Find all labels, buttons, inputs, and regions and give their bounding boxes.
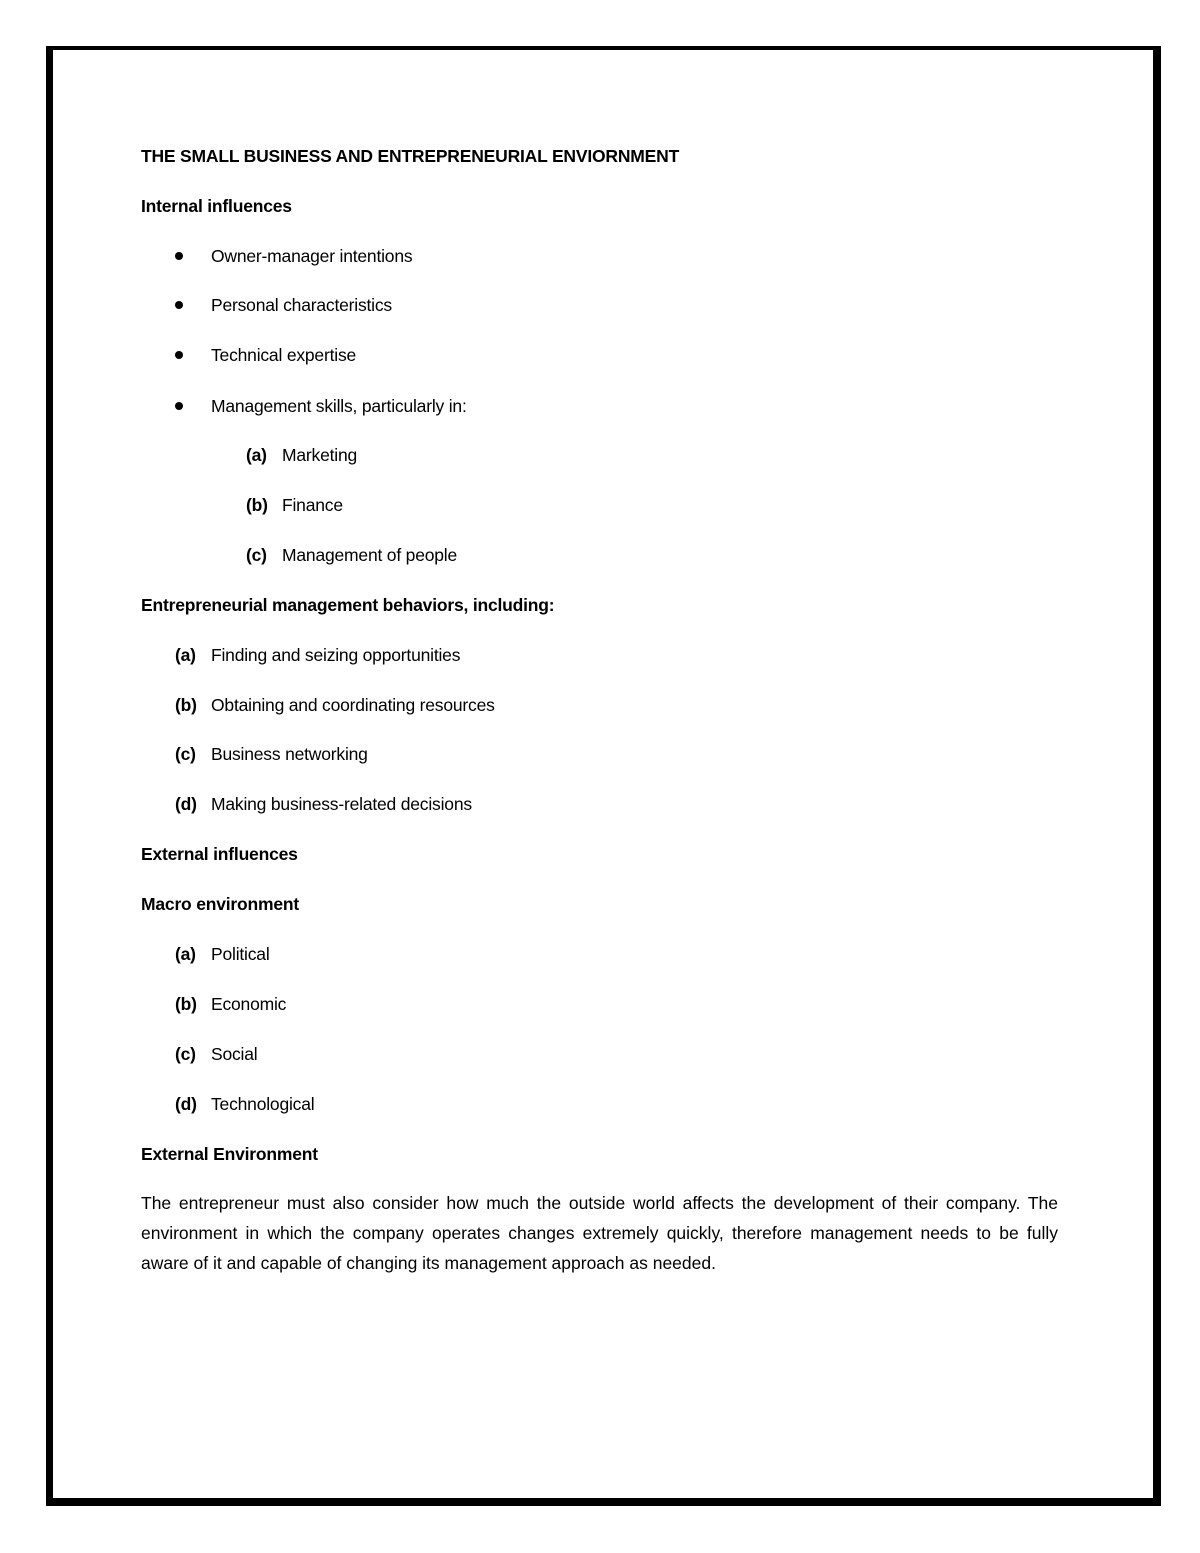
external-environment-heading: External Environment bbox=[141, 1144, 318, 1164]
list-marker: (a) bbox=[246, 445, 267, 465]
list-item: Management skills, particularly in: bbox=[211, 396, 467, 416]
list-item: Finding and seizing opportunities bbox=[211, 645, 461, 665]
list-marker: (d) bbox=[175, 794, 197, 814]
list-item: Business networking bbox=[211, 744, 368, 764]
list-marker: (b) bbox=[175, 695, 197, 715]
list-item: Marketing bbox=[282, 445, 358, 465]
document-title: THE SMALL BUSINESS AND ENTREPRENEURIAL ENVIORNMENT bbox=[141, 146, 680, 166]
list-marker: (a) bbox=[175, 645, 196, 665]
list-item: Obtaining and coordinating resources bbox=[211, 695, 495, 715]
list-marker: (a) bbox=[175, 944, 196, 964]
bullet-icon bbox=[175, 252, 183, 260]
list-marker: (c) bbox=[175, 1044, 196, 1064]
bullet-icon bbox=[175, 402, 183, 410]
list-marker: (b) bbox=[246, 495, 268, 515]
external-influences-heading: External influences bbox=[141, 844, 298, 864]
macro-environment-heading: Macro environment bbox=[141, 894, 300, 914]
entrepreneurial-behaviors-heading: Entrepreneurial management behaviors, including: bbox=[141, 595, 555, 615]
list-item: Economic bbox=[211, 994, 287, 1014]
list-item: Personal characteristics bbox=[211, 295, 392, 315]
list-item: Social bbox=[211, 1044, 258, 1064]
list-item: Finance bbox=[282, 495, 343, 515]
list-marker: (c) bbox=[175, 744, 196, 764]
bullet-icon bbox=[175, 301, 183, 309]
bullet-icon bbox=[175, 351, 183, 359]
list-item: Technical expertise bbox=[211, 345, 357, 365]
list-marker: (b) bbox=[175, 994, 197, 1014]
internal-influences-heading: Internal influences bbox=[141, 196, 292, 216]
list-item: Political bbox=[211, 944, 270, 964]
list-marker: (c) bbox=[246, 545, 267, 565]
external-environment-paragraph: The entrepreneur must also consider how much the outside world affects the development of their company. The environment in which the company operates changes extremely quickly, therefore management needs to be fully aware of it and capable of changing its management approach as needed. bbox=[141, 1193, 1058, 1273]
list-item: Owner-manager intentions bbox=[211, 246, 413, 266]
list-marker: (d) bbox=[175, 1094, 197, 1114]
list-item: Making business-related decisions bbox=[211, 794, 472, 814]
list-item: Technological bbox=[211, 1094, 315, 1114]
list-item: Management of people bbox=[282, 545, 458, 565]
